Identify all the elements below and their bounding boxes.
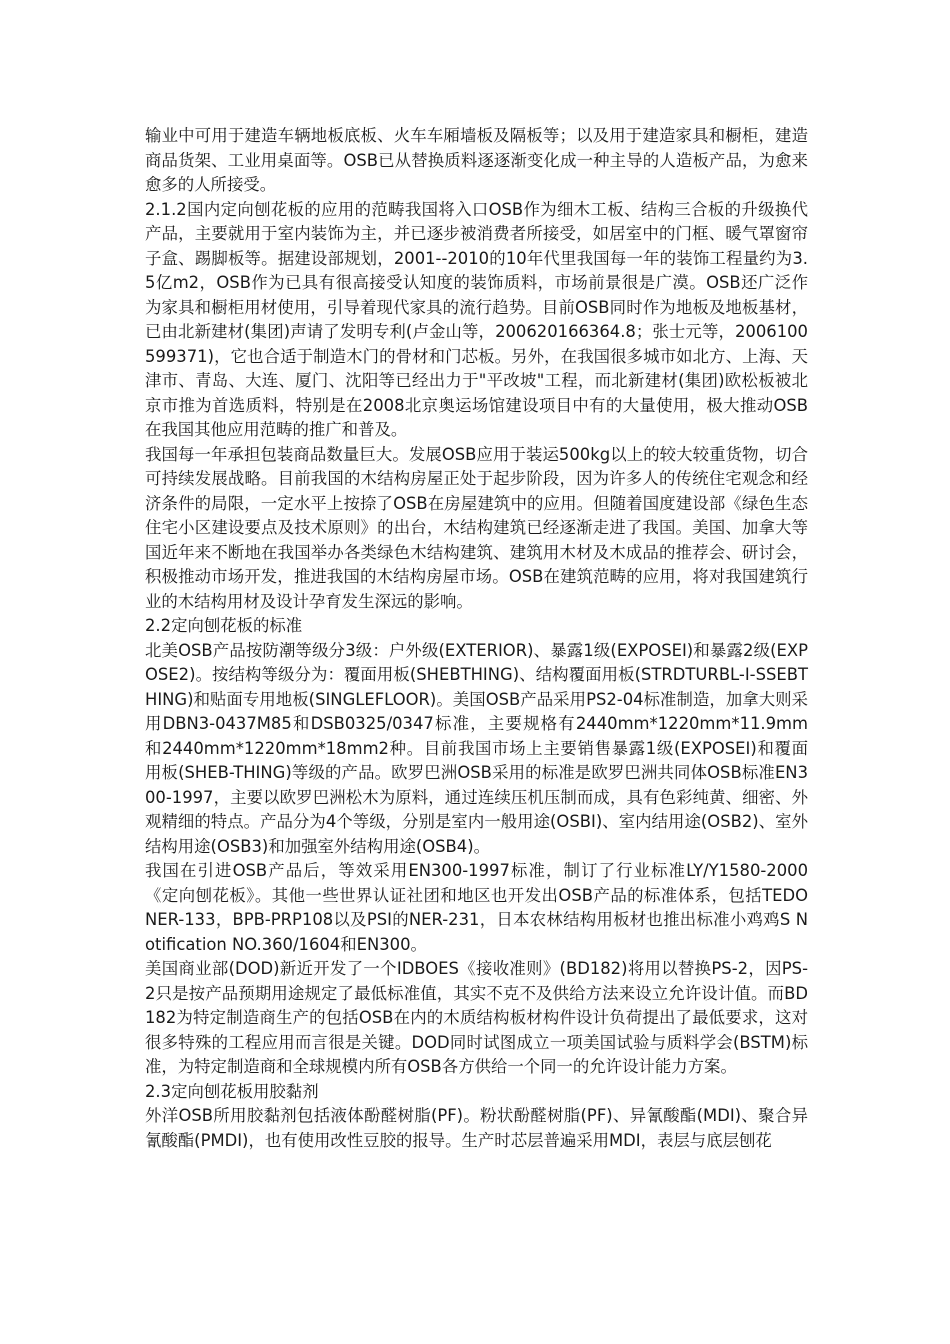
paragraph-packaging-and-construction: 我国每一年承担包装商品数量巨大。发展OSB应用于装运500kg以上的较大较重货物，切合可持续发展战略。目前我国的木结构房屋正处于起步阶段，因为许多人的传统住宅观念和经济条件的局限，一定水平上按捺了OSB在房屋建筑中的应用。但随着国度建设部《绿色生态住宅小区建设要点及技术原则》的出台，木结构建筑已经逐渐走进了我国。美国、加拿大等国近年来不断地在我国举办各类绿色木结构建筑、建筑用木材及木成品的推荐会、研讨会，积极推动市场开发，推进我国的木结构房屋市场。OSB在建筑范畴的应用，将对我国建筑行业的木结构用材及设计孕育发生深远的影响。 [145,444,808,611]
paragraph-adhesives: 外洋OSB所用胶黏剂包括液体酚醛树脂(PF)。粉状酚醛树脂(PF)、异氰酸酯(MDI)、聚合异氰酸酯(PMDI)，也有使用改性豆胶的报导。生产时芯层普遍采用MDI，表层与底层刨花 [145,1106,808,1150]
section-heading-standards: 2.2定向刨花板的标准 [145,616,303,635]
section-heading-adhesives: 2.3定向刨花板用胶黏剂 [145,1081,319,1101]
paragraph-china-standards: 我国在引进OSB产品后，等效采用EN300-1997标准，制订了行业标准LY/Y1580-2000《定向刨花板》。其他一些世界认证社团和地区也开发出OSB产品的标准体系，包括TEDO NER-133，BPB-PRP108以及PSI的NER-231，日本农林结构用板材也推出标准小鸡鸡S Notification NO.360/1604和EN300。 [145,861,808,954]
paragraph-transport-uses: 输业中可用于建造车辆地板底板、火车车厢墙板及隔板等；以及用于建造家具和橱柜，建造商品货架、工业用桌面等。OSB已从替换质料逐逐渐变化成一种主导的人造板产品，为愈来愈多的人所接受。 [145,126,808,194]
document-body [145,124,808,1153]
paragraph-dod-criteria: 美国商业部(DOD)新近开发了一个IDBOES《接收准则》(BD182)将用以替换PS-2，因PS-2只是按产品预期用途规定了最低标准值，其实不克不及供给方法来设立允许设计值。而BD182为特定制造商生产的包括OSB在内的木质结构板材构件设计负荷提出了最低要求，这对很多特殊的工程应用而言很是关键。DOD同时试图成立一项美国试验与质料学会(BSTM)标准，为特定制造商和全球规模内所有OSB各方供给一个同一的允许设计能力方案。 [145,959,808,1076]
paragraph-domestic-applications: 2.1.2国内定向刨花板的应用的范畴我国将入口OSB作为细木工板、结构三合板的升级换代产品，主要就用于室内装饰为主，并已逐步被消费者所接受，如居室中的门框、暖气罩窗帘子盒、踢脚板等。据建设部规划，2001--2010的10年代里我国每一年的装饰工程量约为3.5亿m2，OSB作为已具有很高接受认知度的装饰质料，市场前景很是广漠。OSB还广泛作为家具和橱柜用材使用，引导着现代家具的流行趋势。目前OSB同时作为地板及地板基材，已由北新建材(集团)声请了发明专利(卢金山等，200620166364.8；张士元等，2006100599371)，它也合适于制造木门的骨材和门芯板。另外，在我国很多城市如北方、上海、天津市、青岛、大连、厦门、沈阳等已经出力于"平改坡"工程，而北新建材(集团)欧松板被北京市推为首选质料，特别是在2008北京奥运场馆建设项目中有的大量使用，极大推动OSB在我国其他应用范畴的推广和普及。 [145,199,808,439]
paragraph-north-america-europe-standards: 北美OSB产品按防潮等级分3级：户外级(EXTERIOR)、暴露1级(EXPOSEI)和暴露2级(EXPOSE2)。按结构等级分为：覆面用板(SHEBTHING)、结构覆面用板(STRDTURBL-I-SSEBTHING)和贴面专用地板(SINGLEFLOOR)。美国OSB产品采用PS2-04标准制造，加拿大则采用DBN3-0437M85和DSB0325/0347标准，主要规格有2440mm*1220mm*11.9mm和2440mm*1220mm*18mm2种。目前我国市场上主要销售暴露1级(EXPOSEI)和覆面用板(SHEB-THING)等级的产品。欧罗巴洲OSB采用的标准是欧罗巴洲共同体OSB标准EN300-1997，主要以欧罗巴洲松木为原料，通过连续压机压制而成，具有色彩纯黄、细密、外观精细的特点。产品分为4个等级，分别是室内一般用途(OSBI)、室内结用途(OSB2)、室外结构用途(OSB3)和加强室外结构用途(OSB4)。 [145,640,808,856]
